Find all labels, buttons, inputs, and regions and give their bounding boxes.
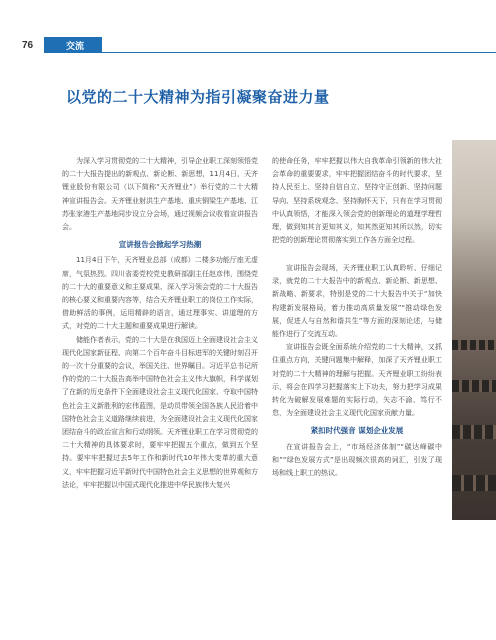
body-paragraph-5: 宣讲报告会既全面系统介绍党的二十大精神，又抓住重点方向，关键问题集中解释，加深了天齐锂业职工对党的二十大精神的理解与把握。天齐锂业职工纷纷表示，将会在四学习把握落实上下功夫，努力把学习成果转化为破解发展难题的实际行动，矢志不渝、笃行不怠，为全面建设社会主义现代化国家贡献力量。 bbox=[272, 343, 442, 418]
photo-audience-row bbox=[452, 425, 496, 439]
page-header bbox=[0, 0, 496, 58]
header-divider bbox=[102, 52, 496, 53]
photo-audience-row bbox=[452, 380, 496, 392]
left-column bbox=[62, 155, 258, 492]
photo-frame bbox=[452, 140, 496, 520]
photo-audience-row bbox=[452, 475, 496, 491]
body-paragraph-3: 的使命任务，牢牢把握以伟大自我革命引领新的伟大社会革命的重要要求，牢牢把握团结奋斗的时代要求，坚持人民至上、坚持自信自立、坚持守正创新、坚持问题导向、坚持系统观念、坚持胸怀天下，只有在学习贯彻中认真领悟，才能深入领会党的创新理论的道理学理哲理，做到知其言更知其义，知其然更知其所以然，切实把党的创新理论贯彻落实到工作各方面全过程。 bbox=[272, 157, 442, 245]
section-heading-1: 宣讲报告会掀起学习热潮 bbox=[118, 240, 202, 250]
section-name: 交流 bbox=[66, 42, 85, 52]
body-paragraph-4: 宣讲报告会现场，天齐锂业职工认真聆听、仔细记录，就党的二十大报告中的新观点、新论断、新思想、新战略、新要求，特别是党的二十大报告中关于“加快构建新发展格局，着力推动高质量发展”“推动绿色发展，促进人与自然和谐共生”等方面的深刻论述，与储能作进行了交流互动。 bbox=[272, 264, 442, 339]
page-number: 76 bbox=[22, 40, 34, 51]
intro-paragraph: 为深入学习贯彻党的二十大精神，引导企业职工深刻领悟党的二十大报告提出的新观点、新论断、新思想，11月4日，天齐锂业股份有限公司（以下简称“天齐锂业”）举行党的二十大精神宣讲报告会。天齐锂业射洪生产基地、重庆铜梁生产基地、江苏张家港生产基地同步设立分会场，通过视频会议收看宣讲报告会。 bbox=[62, 157, 258, 232]
right-column-lower bbox=[272, 262, 442, 480]
right-column bbox=[272, 155, 442, 247]
body-paragraph-6: 在宣讲报告会上，“市场经济体制”“碳达峰碳中和”“绿色发展方式”是出现频次很高的词汇，引发了现场和线上职工的热议。 bbox=[272, 442, 442, 478]
article-title: 以党的二十大精神为指引凝聚奋进力量 bbox=[66, 88, 330, 106]
body-paragraph-2: 储能作者表示，党的二十大是在我国迈上全面建设社会主义现代化国家新征程、向第二个百年奋斗目标进军的关键时刻召开的一次十分重要的会议，举国关注、世界瞩目。习近平总书记所作的党的二十大报告高举中国特色社会主义伟大旗帜，科学谋划了在新的历史条件下全面建设社会主义现代化国家、夺取中国特色社会主义新胜利的宏伟蓝图，是动员带领全国各族人民沿着中国特色社会主义道路继续前进，为全面建设社会主义现代化国家团结奋斗的政治宣言和行动纲领。天齐锂业职工在学习贯彻党的二十大精神的具体要求时，要牢牢把握五个重点，做到五个坚持。要牢牢把握过去5年工作和新时代10年伟大变革的重大意义，牢牢把握习近平新时代中国特色社会主义思想的世界观和方法论，牢牢把握以中国式现代化推进中华民族伟大复兴 bbox=[62, 335, 258, 489]
section-heading-2: 紧扣时代强音 谋划企业发展 bbox=[310, 426, 404, 436]
body-paragraph-1: 11月4日下午，天齐锂业总部（成都）二楼多功能厅座无虚席，气氛热烈。四川省委党校党史教研部副主任赵彦伟，围绕党的二十大的重要意义和主要成果、深入学习领会党的二十大报告的核心要义和重要内容等，结合天齐锂业职工的岗位工作实际，借助鲜活的事例，运用精辟的语言，通过理事实、讲道理的方式，对党的二十大主题和重要成果进行解读。 bbox=[62, 256, 258, 331]
photo-audience-row bbox=[452, 340, 496, 350]
